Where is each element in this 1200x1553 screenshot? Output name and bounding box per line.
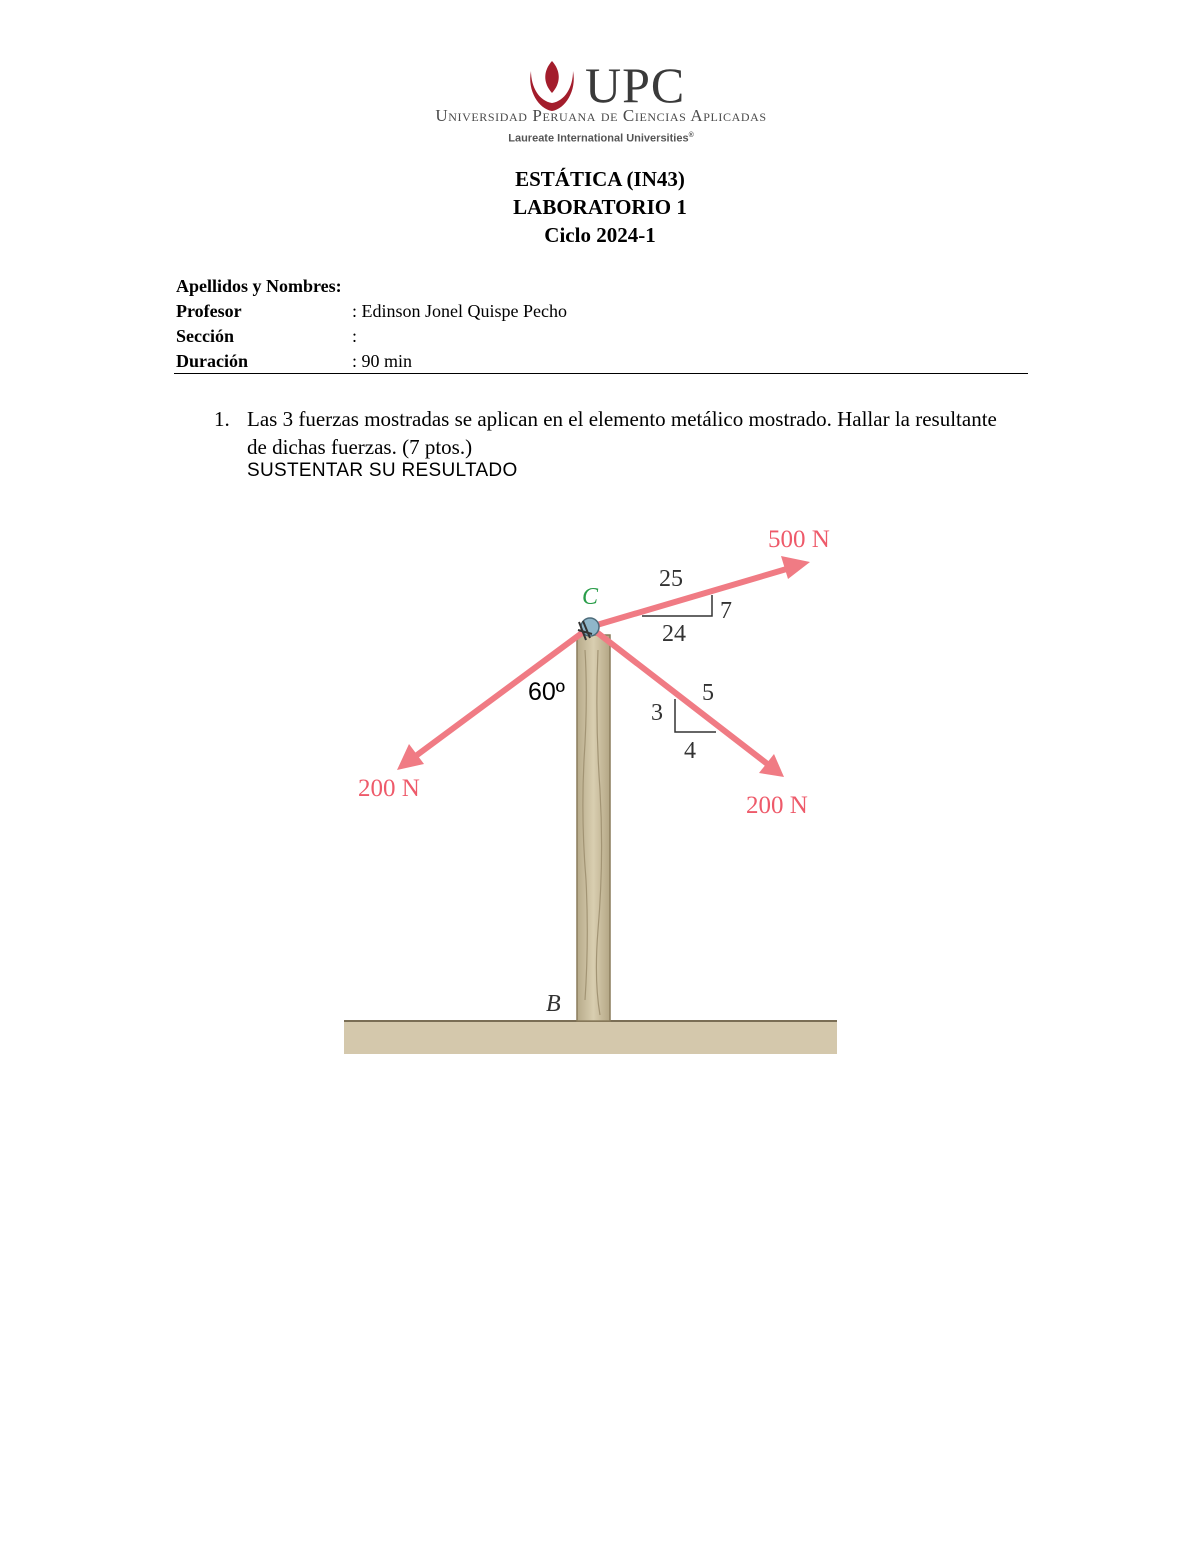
logo-university-name: Universidad Peruana de Ciencias Aplicadas [435,106,767,125]
label-force-200-right: 200 N [746,792,808,819]
label-tri2-hyp: 5 [702,680,714,706]
label-tri2-vert: 3 [651,700,663,726]
info-label: Profesor [176,301,242,321]
logo-network-name: Laureate International Universities® [508,132,694,145]
cycle-title: Ciclo 2024-1 [544,223,656,247]
info-value: : 90 min [352,351,413,371]
info-label: Apellidos y Nombres: [176,276,342,296]
label-point-b: B [546,991,561,1017]
label-force-500: 500 N [768,526,830,553]
course-title: ESTÁTICA (IN43) [515,167,685,191]
label-force-200-left: 200 N [358,775,420,802]
ground [344,1020,837,1054]
label-tri2-horiz: 4 [684,738,696,764]
info-label: Sección [176,326,234,346]
question-instruction: SUSTENTAR SU RESULTADO [247,460,518,481]
label-angle: 60º [528,678,565,706]
label-tri1-vert: 7 [720,598,732,624]
question-number: 1. [214,407,230,431]
question-text: Las 3 fuerzas mostradas se aplican en el elemento metálico mostrado. Hallar la resultante de dichas fuerzas. (7 ptos.) [247,407,997,459]
info-value: : [352,326,358,346]
label-point-c: C [582,584,599,610]
info-value: : Edinson Jonel Quispe Pecho [352,301,567,321]
label-tri1-hyp: 25 [659,566,683,592]
wooden-post [577,635,610,1021]
label-tri1-horiz: 24 [662,621,686,647]
info-label: Duración [176,351,248,371]
logo-brand-text: UPC [585,57,686,113]
lab-title: LABORATORIO 1 [513,195,687,219]
